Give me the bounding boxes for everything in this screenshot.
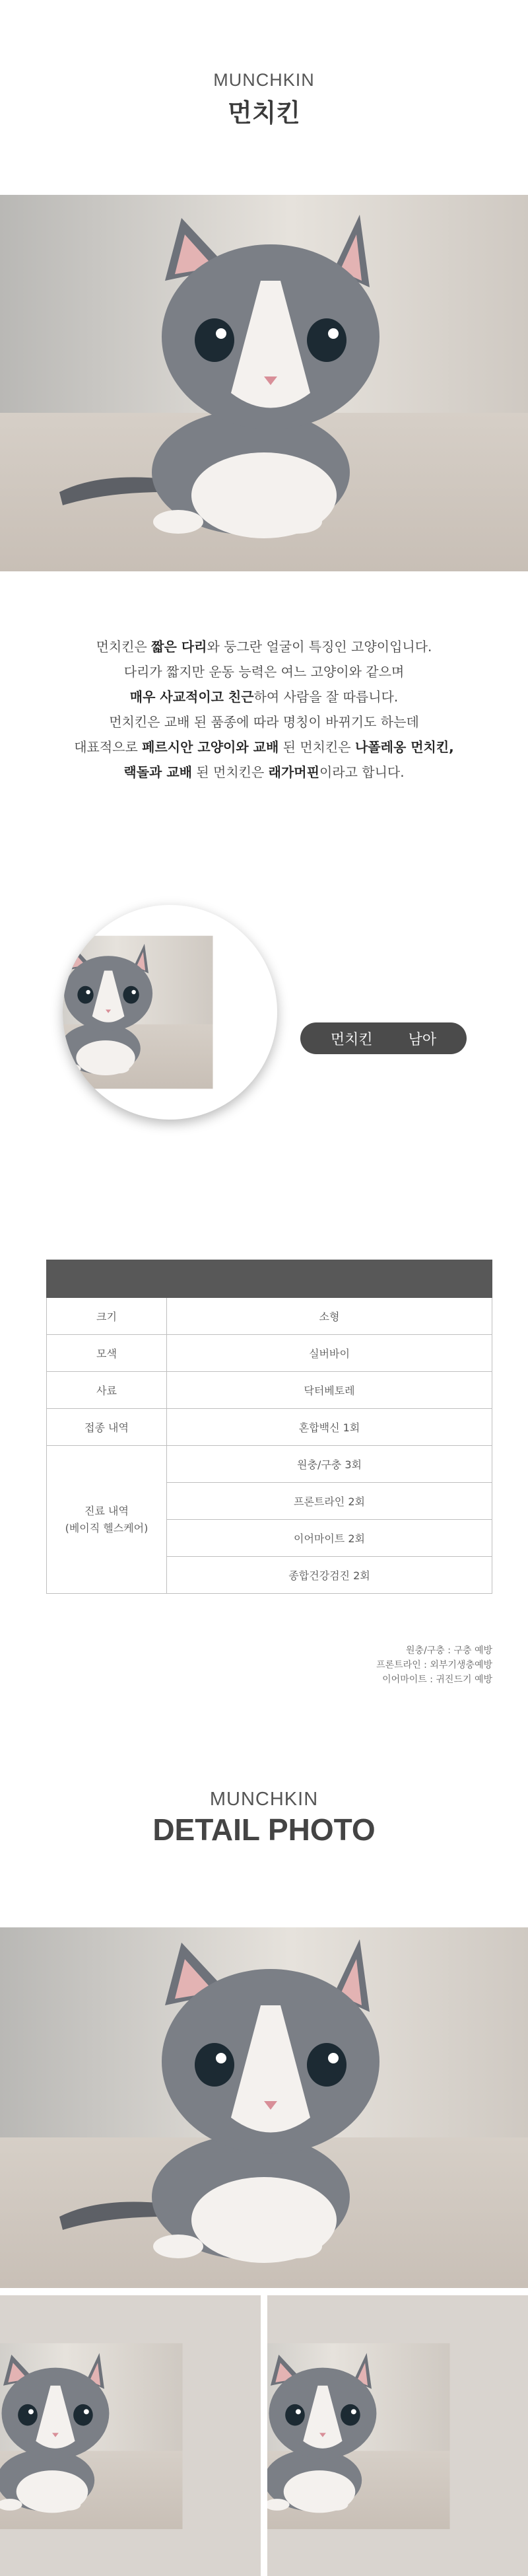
row-label: 사료 <box>47 1372 167 1409</box>
care-item: 원충/구충 3회 <box>167 1446 492 1483</box>
note-line: 프론트라인 : 외부기생충예방 <box>376 1660 492 1670</box>
breed-label: 먼치킨 <box>330 1031 373 1048</box>
row-label: 접종 내역 <box>47 1409 167 1446</box>
detail-cat-photo-right <box>267 2295 528 2576</box>
gender-label: 남아 <box>408 1031 437 1048</box>
table-row <box>47 1298 492 1335</box>
spec-table <box>46 1260 492 1594</box>
intro-line-6: 랙돌과 교배 된 먼치킨은 래가머핀이라고 합니다. <box>123 764 405 780</box>
profile-cat-photo <box>63 905 277 1120</box>
intro-line-3: 매우 사교적이고 친근하여 사람을 잘 따릅니다. <box>129 689 399 705</box>
care-item: 프론트라인 2회 <box>167 1483 492 1520</box>
care-item: 종합건강검진 2회 <box>167 1557 492 1594</box>
row-value: 혼합백신 1회 <box>167 1409 492 1446</box>
care-item: 이어마이트 2회 <box>167 1520 492 1557</box>
page-title: 먼치킨 <box>227 98 301 127</box>
row-value: 실버바이 <box>167 1335 492 1372</box>
intro-line-1: 먼치킨은 짧은 다리와 둥그란 얼굴이 특징인 고양이입니다. <box>96 639 432 655</box>
detail-eyebrow: MUNCHKIN <box>209 1789 319 1810</box>
care-notes <box>264 1643 492 1687</box>
note-line: 원충/구충 : 구충 예방 <box>406 1645 492 1656</box>
detail-cat-photo-left <box>0 2295 261 2576</box>
row-label: 모색 <box>47 1335 167 1372</box>
row-label: 크기 <box>47 1298 167 1335</box>
row-value: 소형 <box>167 1298 492 1335</box>
care-label: 진료 내역 (베이직 헬스케어) <box>47 1446 167 1594</box>
intro-paragraph <box>0 634 528 785</box>
note-line: 이어마이트 : 귀진드기 예방 <box>382 1674 492 1685</box>
table-row <box>47 1409 492 1446</box>
intro-line-5: 대표적으로 페르시안 고양이와 교배 된 먼치킨은 나폴레옹 먼치킨, <box>74 739 454 755</box>
intro-line-2: 다리가 짧지만 운동 능력은 여느 고양이와 같으며 <box>123 664 405 680</box>
hero-cat-photo <box>0 195 528 571</box>
table-row <box>47 1335 492 1372</box>
row-value: 닥터베토레 <box>167 1372 492 1409</box>
table-row <box>47 1446 492 1483</box>
header-eyebrow: MUNCHKIN <box>213 70 315 90</box>
intro-line-4: 먼치킨은 교배 된 품종에 따라 명칭이 바뀌기도 하는데 <box>109 714 419 730</box>
detail-title: DETAIL PHOTO <box>152 1812 376 1847</box>
table-row <box>47 1372 492 1409</box>
detail-cat-photo <box>0 1927 528 2288</box>
profile-pill <box>300 1022 467 1054</box>
table-header-row <box>47 1260 492 1298</box>
